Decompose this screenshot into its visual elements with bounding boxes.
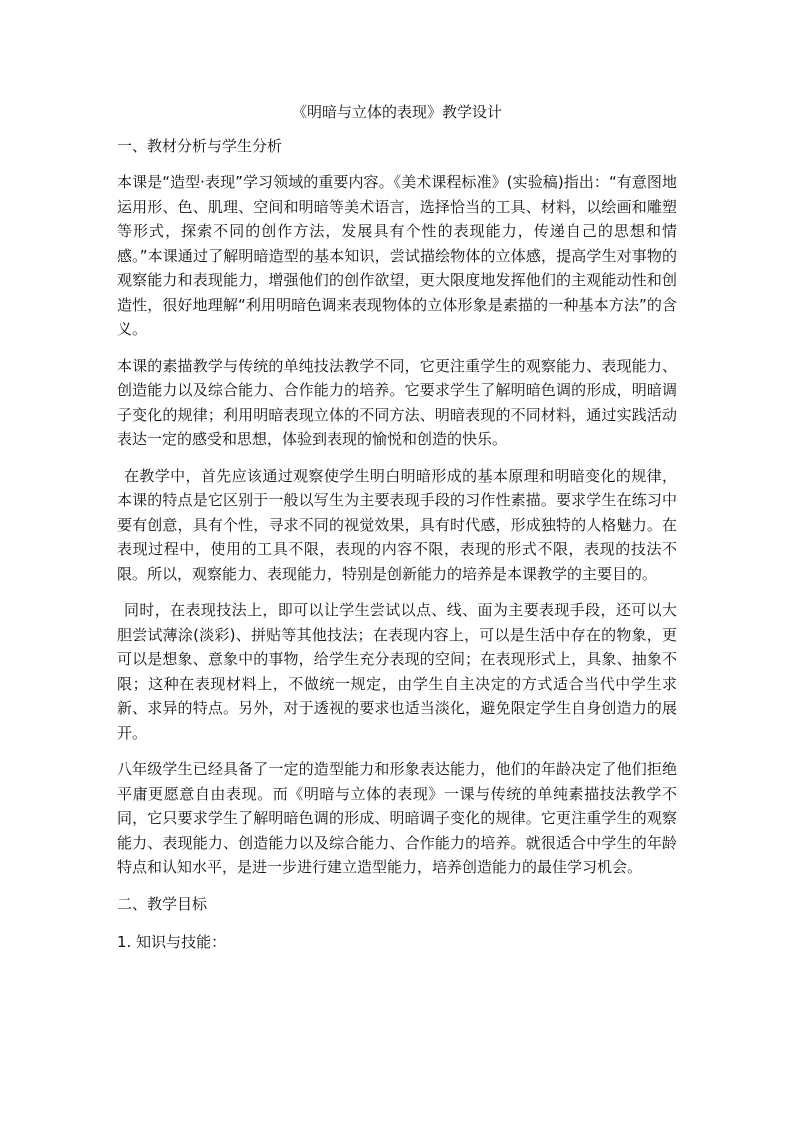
document-title: 《明暗与立体的表现》教学设计 [291,103,502,121]
section-heading-objectives: 二、教学目标 [117,894,208,913]
objective-item-knowledge: 1. 知识与技能： [117,932,227,951]
section-heading-analysis: 一、教材分析与学生分析 [117,137,283,155]
paragraph-teaching-difference: 本课的素描教学与传统的单纯技法教学不同，它更注重学生的观察能力、表现能力、创造能力以及综合能力、合作能力的培养。它要求学生了解明暗色调的形成，明暗调子变化的规律；利用明暗表现立体的不同方法、明暗表现的不同材料，通过实践活动表达一定的感受和思想，体验到表现的愉悦和创造的快乐。 [117,356,677,448]
paragraph-teaching-process: 在教学中，首先应该通过观察使学生明白明暗形成的基本原理和明暗变化的规律，本课的特点是它区别于一般以写生为主要表现手段的习作性素描。要求学生在练习中要有创意，具有个性，寻求不同的视觉效果，具有时代感，形成独特的人格魅力。在表现过程中，使用的工具不限，表现的内容不限，表现的形式不限，表现的技法不限。所以，观察能力、表现能力，特别是创新能力的培养是本课教学的主要目的。 [117,466,677,583]
paragraph-student-analysis: 八年级学生已经具备了一定的造型能力和形象表达能力，他们的年龄决定了他们拒绝平庸更愿意自由表现。而《明暗与立体的表现》一课与传统的单纯素描技法教学不同，它只要求学生了解明暗色调的形成、明暗调子变化的规律。它更注重学生的观察能力、表现能力、创造能力以及综合能力、合作能力的培养。就很适合中学生的年龄特点和认知水平，是进一步进行建立造型能力，培养创造能力的最佳学习机会。 [117,760,677,876]
document-page [117,88,677,954]
paragraph-techniques: 同时，在表现技法上，即可以让学生尝试以点、线、面为主要表现手段，还可以大胆尝试薄涂(淡彩)、拼贴等其他技法；在表现内容上，可以是生活中存在的物象，更可以是想象、意象中的事物，给学生充分表现的空间；在表现形式上，具象、抽象不限；这种在表现材料上，不做统一规定，由学生自主决定的方式适合当代中学生求新、求异的特点。另外，对于透视的要求也适当淡化，避免限定学生自身创造力的展开。 [117,601,677,742]
paragraph-intro: 本课是“造型·表现”学习领域的重要内容。《美术课程标准》(实验稿)指出：“有意图地运用形、色、肌理、空间和明暗等美术语言，选择恰当的工具、材料，以绘画和雕塑等形式，探索不同的创作方法，发展具有个性的表现能力，传递自己的思想和情感。”本课通过了解明暗造型的基本知识，尝试描绘物体的立体感，提高学生对事物的观察能力和表现能力，增强他们的创作欲望，更大限度地发挥他们的主观能动性和创造性，很好地理解“利用明暗色调来表现物体的立体形象是素描的一种基本方法”的含义。 [117,173,677,338]
